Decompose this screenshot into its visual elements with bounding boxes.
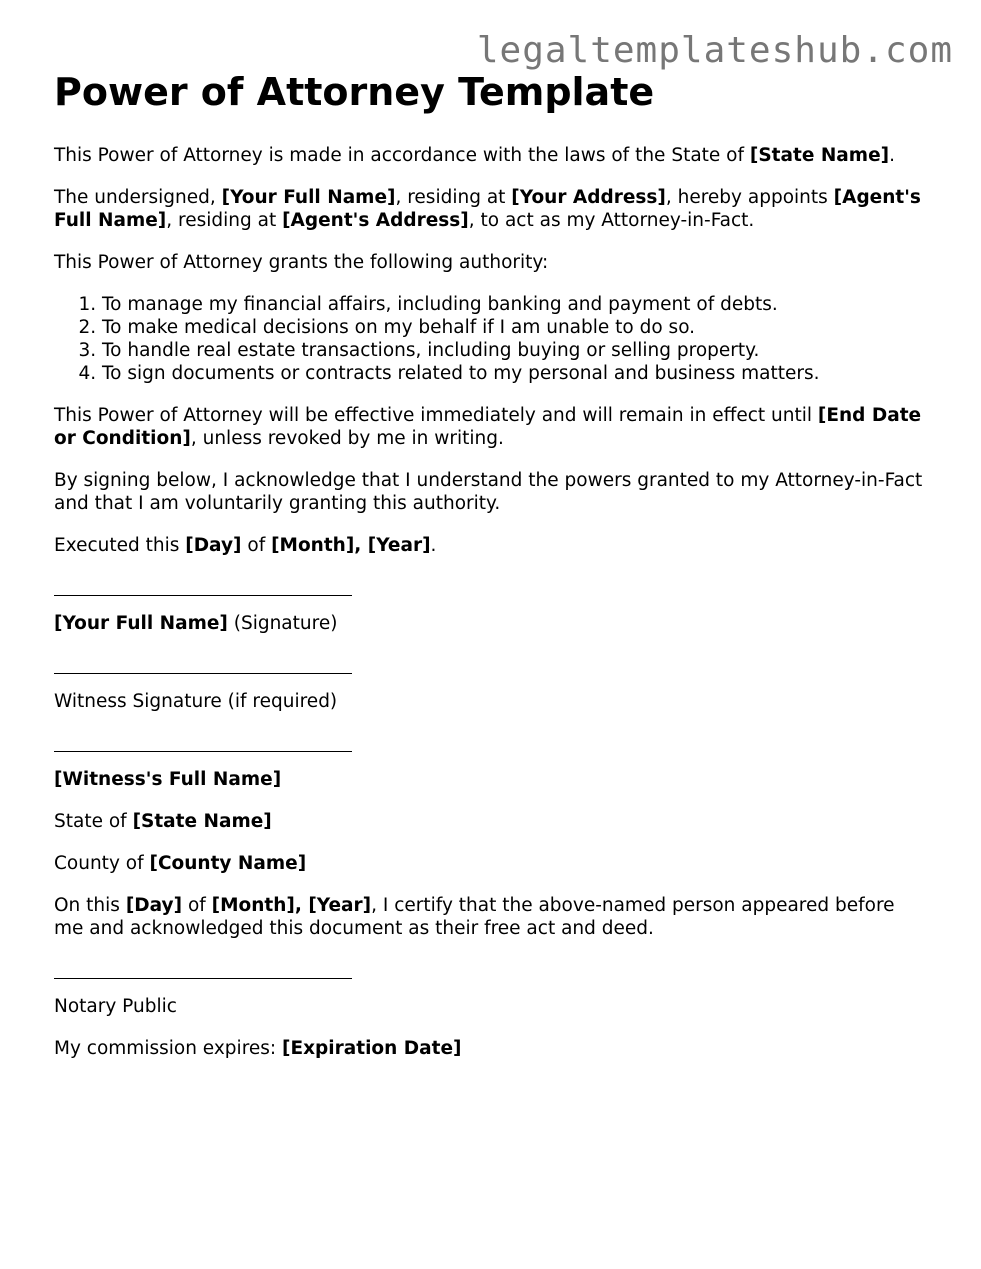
your-name-placeholder: [Your Full Name] — [221, 187, 396, 208]
notary-month-year-placeholder: [Month], [Year] — [211, 895, 372, 916]
state-placeholder: [State Name] — [749, 145, 890, 166]
notary-text-1: On this — [54, 895, 126, 916]
commission-label: My commission expires: — [54, 1038, 283, 1059]
watermark-text: legaltemplateshub.com — [476, 30, 953, 71]
witness-name-line[interactable] — [54, 751, 352, 752]
principal-signature-line[interactable] — [54, 595, 352, 596]
notary-signature-line[interactable] — [54, 978, 352, 979]
intro-end: . — [889, 145, 895, 166]
document-title: Power of Attorney Template — [54, 70, 655, 114]
county-line — [54, 852, 924, 875]
witness-signature-line[interactable] — [54, 673, 352, 674]
intro-text: This Power of Attorney is made in accordance with the laws of the State of — [54, 145, 750, 166]
principal-signature-label — [54, 612, 924, 635]
end-date-placeholder: [End Date or Condition] — [54, 405, 922, 449]
principal-name-placeholder: [Your Full Name] — [54, 613, 228, 634]
day-placeholder: [Day] — [185, 535, 242, 556]
effective-paragraph — [54, 404, 924, 450]
appointment-text-1: The undersigned, — [54, 187, 222, 208]
notary-text-2: of — [182, 895, 212, 916]
list-item: 4. To sign documents or contracts related to my personal and business matters. — [102, 362, 924, 385]
notary-day-placeholder: [Day] — [125, 895, 183, 916]
executed-paragraph — [54, 534, 924, 557]
executed-text-2: of — [241, 535, 272, 556]
effective-text: This Power of Attorney will be effective immediately and will remain in effect until — [54, 405, 818, 426]
appointment-paragraph — [54, 186, 924, 232]
commission-line — [54, 1037, 924, 1060]
appointment-text-3: , hereby appoints — [665, 187, 834, 208]
intro-paragraph — [54, 144, 924, 167]
notary-state-placeholder: [State Name] — [132, 811, 272, 832]
notary-text-3: , I certify that the above-named person appeared before me and acknowledged this document as their free act and deed. — [54, 895, 895, 939]
your-address-placeholder: [Your Address] — [511, 187, 666, 208]
list-item: 1. To manage my financial affairs, including banking and payment of debts. — [102, 293, 924, 316]
effective-end: , unless revoked by me in writing. — [190, 428, 504, 449]
list-item: 3. To handle real estate transactions, including buying or selling property. — [102, 339, 924, 362]
grants-intro: This Power of Attorney grants the following authority: — [54, 252, 549, 273]
state-line — [54, 810, 924, 833]
month-year-placeholder: [Month], [Year] — [271, 535, 431, 556]
agent-address-placeholder: [Agent's Address] — [282, 210, 469, 231]
agent-name-placeholder: [Agent's Full Name] — [54, 187, 921, 231]
acknowledge-paragraph: By signing below, I acknowledge that I understand the powers granted to my Attorney-in-Fact and that I am voluntarily granting this authority. — [54, 470, 923, 514]
executed-text-1: Executed this — [54, 535, 186, 556]
executed-text-3: . — [430, 535, 437, 556]
county-label: County of — [54, 853, 150, 874]
signature-caption: (Signature) — [227, 613, 338, 634]
county-placeholder: [County Name] — [149, 853, 307, 874]
appointment-text-5: , to act as my Attorney-in-Fact. — [468, 210, 755, 231]
state-label: State of — [54, 811, 133, 832]
notary-public-label: Notary Public — [54, 996, 177, 1017]
appointment-text-2: , residing at — [395, 187, 512, 208]
witness-name-label — [54, 768, 924, 791]
witness-signature-label: Witness Signature (if required) — [54, 691, 338, 712]
appointment-text-4: , residing at — [166, 210, 283, 231]
expiration-date-placeholder: [Expiration Date] — [282, 1038, 462, 1059]
witness-name-placeholder: [Witness's Full Name] — [54, 769, 282, 790]
notary-statement — [54, 894, 924, 940]
document-body — [54, 68, 924, 1079]
authority-list — [54, 293, 924, 385]
list-item: 2. To make medical decisions on my behalf if I am unable to do so. — [102, 316, 924, 339]
